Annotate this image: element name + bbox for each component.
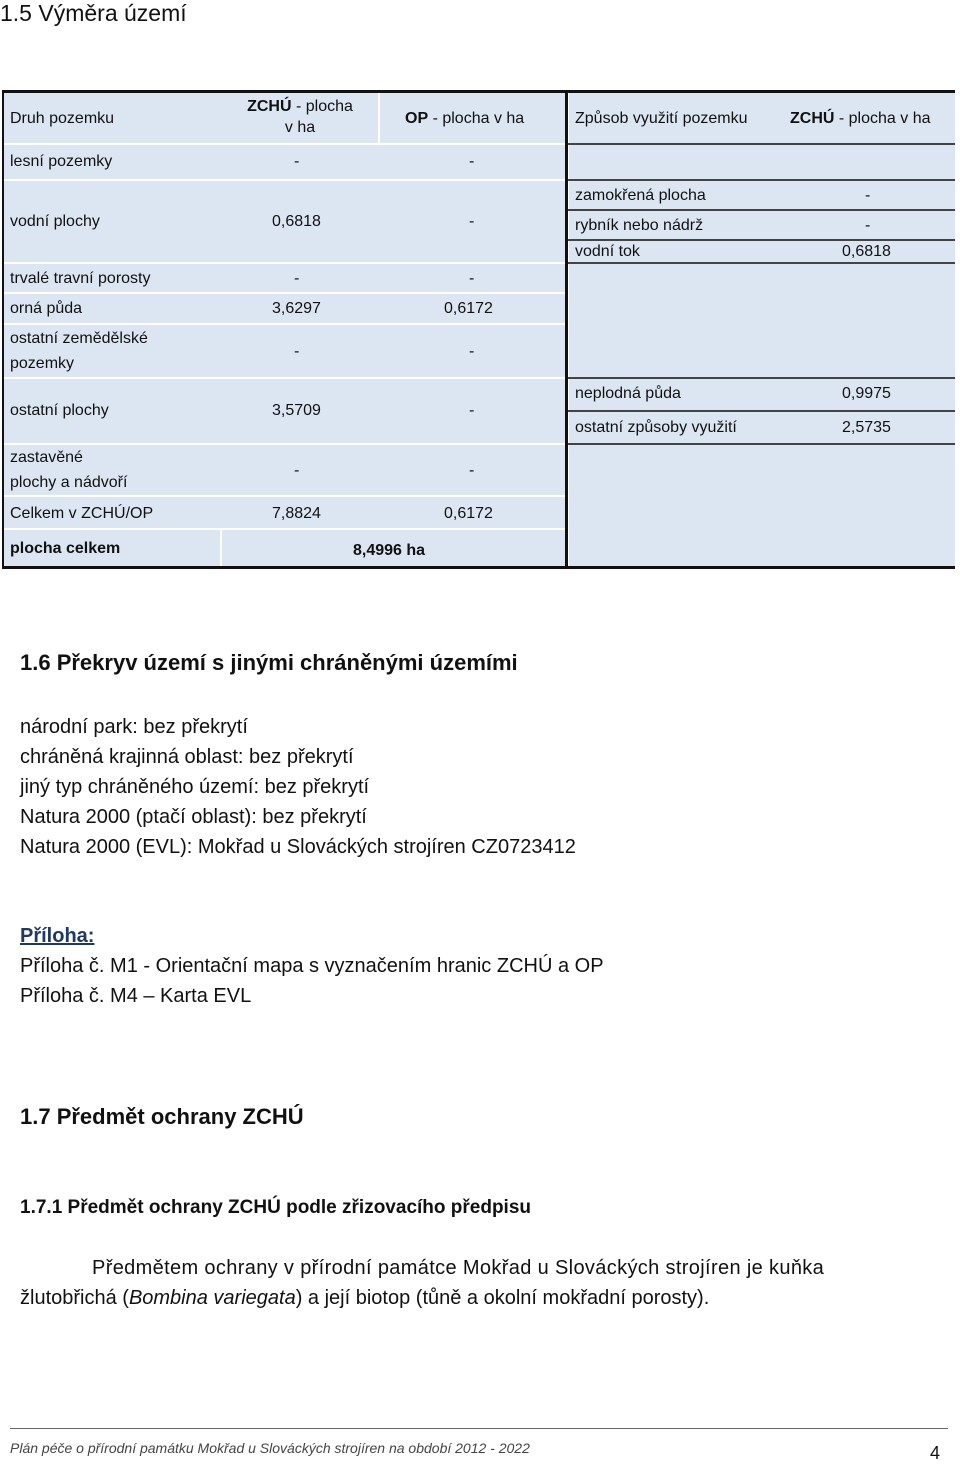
row-label: orná půda [10, 300, 83, 317]
row-label: vodní plochy [10, 213, 100, 230]
row-zchu: - [294, 270, 300, 287]
row-zchu: 0,6818 [272, 213, 321, 230]
header-zpusob: Způsob využití pozemku [575, 110, 748, 127]
appendix-item: Příloha č. M1 - Orientační mapa s vyznačením hranic ZCHÚ a OP [20, 955, 604, 977]
row-op: - [469, 343, 475, 360]
section-1-7-title: 1.7 Předmět ochrany ZCHÚ [20, 1104, 304, 1129]
row-op: - [469, 153, 475, 170]
row-op: 0,6172 [444, 300, 493, 317]
row-label: trvalé travní porosty [10, 270, 151, 287]
row-label: Celkem v ZCHÚ/OP [10, 505, 154, 522]
footer-text: Plán péče o přírodní památku Mokřad u Slováckých strojíren na období 2012 - 2022 [10, 1440, 530, 1456]
row-label: lesní pozemky [10, 153, 113, 170]
header-op: OP - plocha v ha [405, 110, 525, 127]
paragraph-line1: Předmětem ochrany v přírodní památce Mokřad u Slováckých strojíren je kuňka [92, 1257, 825, 1279]
row-zchu: 3,6297 [272, 300, 321, 317]
section-1-6-title: 1.6 Překryv území s jinými chráněnými územími [20, 650, 518, 675]
row-label-line1: ostatní zemědělské [10, 330, 148, 347]
usage-label: ostatní způsoby využití [575, 419, 737, 436]
usage-value: 0,6818 [842, 243, 891, 260]
row-zchu: - [294, 462, 300, 479]
row-op: - [469, 462, 475, 479]
overlap-line: národní park: bez překrytí [20, 716, 248, 738]
section-1-7-1-title: 1.7.1 Předmět ochrany ZCHÚ podle zřizovacího předpisu [20, 1197, 532, 1218]
species-name: Bombina variegata [128, 1287, 296, 1309]
usage-value: - [865, 187, 871, 204]
row-label-line2: plochy a nádvoří [10, 474, 128, 491]
row-zchu: - [294, 153, 300, 170]
header-zchu-usage: ZCHÚ - plocha v ha [790, 110, 931, 127]
table-top-border [2, 90, 955, 93]
usage-value: 0,9975 [842, 385, 891, 402]
row-label-line1: zastavěné [10, 449, 83, 466]
paragraph-line2: žlutobřichá (Bombina variegata) a její biotop (tůně a okolní mokřadní porosty). [20, 1287, 710, 1309]
appendix-title: Příloha: [20, 925, 95, 947]
table-mid-border [565, 90, 568, 568]
area-table [0, 88, 960, 570]
header-druh: Druh pozemku [10, 110, 115, 127]
row-op: - [469, 213, 475, 230]
appendix-item: Příloha č. M4 – Karta EVL [20, 985, 252, 1007]
usage-value: 2,5735 [842, 419, 891, 436]
row-label: ostatní plochy [10, 402, 109, 419]
overlap-line: Natura 2000 (EVL): Mokřad u Slováckých strojíren CZ0723412 [20, 836, 576, 858]
usage-value: - [865, 217, 871, 234]
page-number: 4 [930, 1443, 941, 1463]
overlap-line: chráněná krajinná oblast: bez překrytí [20, 746, 354, 768]
section-1-5-title: 1.5 Výměra území [0, 0, 187, 26]
overlap-line: Natura 2000 (ptačí oblast): bez překrytí [20, 806, 367, 828]
row-op: - [469, 402, 475, 419]
overlap-line: jiný typ chráněného území: bez překrytí [20, 776, 370, 798]
usage-label: zamokřená plocha [575, 187, 706, 204]
total-label: plocha celkem [10, 540, 121, 557]
usage-label: vodní tok [575, 243, 640, 260]
row-zchu: 7,8824 [272, 505, 321, 522]
right-table-bg [569, 90, 955, 568]
row-zchu: 3,5709 [272, 402, 321, 419]
row-op: 0,6172 [444, 505, 493, 522]
usage-label: neplodná půda [575, 385, 681, 402]
footer-rule [10, 1428, 948, 1429]
usage-label: rybník nebo nádrž [575, 217, 704, 234]
row-op: - [469, 270, 475, 287]
row-zchu: - [294, 343, 300, 360]
row-label-line2: pozemky [10, 355, 75, 372]
table-bottom-border [2, 566, 955, 569]
total-value: 8,4996 ha [353, 542, 426, 559]
header-zchu: ZCHÚ - plocha v ha [247, 98, 353, 136]
